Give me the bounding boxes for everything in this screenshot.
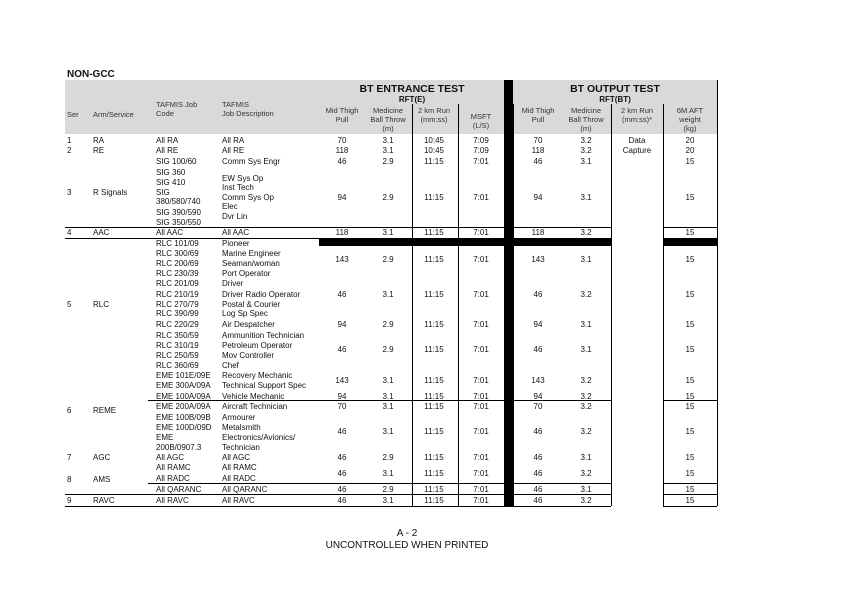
- job-description: Inst Tech: [222, 183, 254, 192]
- output-mid-thigh-pull: 118: [531, 146, 545, 155]
- column-divider: [458, 104, 459, 506]
- job-description: Comm Sys Op: [222, 193, 275, 202]
- serial-number: 4: [67, 228, 72, 237]
- arm-service: RA: [93, 136, 105, 145]
- output-aft-weight: 15: [685, 320, 695, 329]
- job-description: All QARANC: [222, 485, 268, 494]
- column-header-arm: Arm/Service: [93, 110, 134, 119]
- job-code: EME 100A/09A: [156, 392, 211, 401]
- column-divider: [412, 104, 413, 506]
- column-header-o-weight: (kg): [683, 124, 697, 133]
- job-code: RLC 390/99: [156, 309, 199, 318]
- column-header-o-weight: weight: [679, 115, 701, 124]
- entrance-test-title: BT ENTRANCE TEST: [359, 83, 465, 95]
- output-mid-thigh-pull: 94: [533, 392, 543, 401]
- column-header-o-mtp: Mid Thigh: [521, 106, 555, 115]
- job-code: RLC 220/29: [156, 320, 199, 329]
- output-medicine-ball: 3.2: [580, 427, 592, 436]
- output-mid-thigh-pull: 46: [533, 345, 543, 354]
- entrance-mid-thigh-pull: 46: [337, 469, 347, 478]
- entrance-mid-thigh-pull: 143: [335, 376, 349, 385]
- column-divider: [663, 104, 664, 506]
- job-description: Vehicle Mechanic: [222, 392, 285, 401]
- entrance-medicine-ball: 3.1: [382, 496, 394, 505]
- entrance-msft: 7:01: [473, 402, 489, 411]
- output-aft-weight: 15: [685, 255, 695, 264]
- job-code: 380/580/740: [156, 197, 201, 206]
- column-header-o-mbt: (m): [580, 124, 592, 133]
- arm-service: AAC: [93, 228, 110, 237]
- entrance-msft: 7:01: [473, 157, 489, 166]
- job-code: RLC 101/09: [156, 239, 199, 248]
- output-aft-weight: 15: [685, 193, 695, 202]
- job-code: RLC 201/09: [156, 279, 199, 288]
- output-mid-thigh-pull: 94: [533, 193, 543, 202]
- column-header-e-mbt: (m): [382, 124, 394, 133]
- entrance-msft: 7:01: [473, 255, 489, 264]
- entrance-msft: 7:01: [473, 485, 489, 494]
- output-mid-thigh-pull: 46: [533, 485, 543, 494]
- output-test-subtitle: RFT(BT): [599, 95, 631, 104]
- job-description: Electronics/Avionics/: [222, 433, 296, 442]
- column-header-e-mtp: Pull: [335, 115, 349, 124]
- entrance-msft: 7:01: [473, 496, 489, 505]
- column-header-o-mbt: Ball Throw: [568, 115, 604, 124]
- job-code: SIG 390/590: [156, 208, 201, 217]
- output-aft-weight: 15: [685, 376, 695, 385]
- job-description: Chef: [222, 361, 239, 370]
- column-divider: [611, 104, 612, 506]
- job-code: 200B/0907.3: [156, 443, 202, 452]
- job-description: Mov Controller: [222, 351, 275, 360]
- entrance-medicine-ball: 2.9: [382, 157, 394, 166]
- job-code: EME: [156, 433, 174, 442]
- output-medicine-ball: 3.2: [580, 136, 592, 145]
- job-code: SIG 410: [156, 178, 186, 187]
- job-description: Pioneer: [222, 239, 250, 248]
- entrance-2km-run: 11:15: [424, 427, 444, 436]
- column-header-code: TAFMIS Job: [156, 100, 198, 109]
- job-description: Ammunition Technician: [222, 331, 305, 340]
- output-medicine-ball: 3.1: [580, 453, 592, 462]
- entrance-msft: 7:01: [473, 228, 489, 237]
- output-medicine-ball: 3.1: [580, 193, 592, 202]
- output-aft-weight: 15: [685, 485, 695, 494]
- entrance-mid-thigh-pull: 46: [337, 157, 347, 166]
- job-code: RLC 300/69: [156, 249, 199, 258]
- serial-number: 7: [67, 453, 72, 462]
- job-description: Postal & Courier: [222, 300, 281, 309]
- job-code: EME 101E/09E: [156, 371, 211, 380]
- job-description: All AAC: [222, 228, 250, 237]
- output-mid-thigh-pull: 46: [533, 496, 543, 505]
- job-description: All RAMC: [222, 463, 257, 472]
- entrance-2km-run: 11:15: [424, 496, 444, 505]
- entrance-mid-thigh-pull: 118: [335, 228, 349, 237]
- arm-service: AMS: [93, 475, 111, 484]
- section-separator-bar: [504, 80, 513, 506]
- entrance-2km-run: 11:15: [424, 485, 444, 494]
- entrance-msft: 7:01: [473, 469, 489, 478]
- entrance-msft: 7:01: [473, 453, 489, 462]
- job-description: Air Despatcher: [222, 320, 275, 329]
- output-medicine-ball: 3.1: [580, 320, 592, 329]
- column-header-o-mbt: Medicine: [570, 106, 602, 115]
- column-header-o-run: (mm:ss)*: [622, 115, 652, 124]
- job-description: Seaman/woman: [222, 259, 280, 268]
- entrance-mid-thigh-pull: 94: [337, 193, 347, 202]
- arm-service: RLC: [93, 300, 110, 309]
- job-description: EW Sys Op: [222, 174, 264, 183]
- output-medicine-ball: 3.2: [580, 392, 592, 401]
- job-code: All QARANC: [156, 485, 202, 494]
- job-code: SIG: [156, 188, 170, 197]
- output-mid-thigh-pull: 94: [533, 320, 543, 329]
- job-code: RLC 230/39: [156, 269, 199, 278]
- entrance-medicine-ball: 3.1: [382, 376, 394, 385]
- entrance-msft: 7:01: [473, 290, 489, 299]
- output-aft-weight: 15: [685, 469, 695, 478]
- output-medicine-ball: 3.2: [580, 376, 592, 385]
- arm-service: RAVC: [93, 496, 115, 505]
- output-mid-thigh-pull: 46: [533, 427, 543, 436]
- entrance-msft: 7:01: [473, 376, 489, 385]
- entrance-medicine-ball: 3.1: [382, 427, 394, 436]
- job-description: Aircraft Technician: [222, 402, 288, 411]
- job-code: SIG 100/60: [156, 157, 197, 166]
- entrance-msft: 7:01: [473, 345, 489, 354]
- entrance-medicine-ball: 3.1: [382, 469, 394, 478]
- job-description: All RE: [222, 146, 245, 155]
- entrance-2km-run: 11:15: [424, 469, 444, 478]
- output-mid-thigh-pull: 70: [533, 136, 543, 145]
- output-aft-weight: 20: [685, 136, 695, 145]
- job-code: All RADC: [156, 474, 190, 483]
- serial-number: 2: [67, 146, 72, 155]
- job-description: Driver Radio Operator: [222, 290, 301, 299]
- black-bar: [319, 238, 611, 246]
- output-mid-thigh-pull: 70: [533, 402, 543, 411]
- job-description: All RA: [222, 136, 245, 145]
- row-divider: [663, 494, 717, 495]
- entrance-msft: 7:01: [473, 320, 489, 329]
- entrance-medicine-ball: 3.1: [382, 228, 394, 237]
- job-code: All RE: [156, 146, 179, 155]
- entrance-2km-run: 11:15: [424, 453, 444, 462]
- entrance-2km-run: 11:15: [424, 376, 444, 385]
- output-medicine-ball: 3.1: [580, 157, 592, 166]
- job-description: Marine Engineer: [222, 249, 281, 258]
- output-medicine-ball: 3.2: [580, 290, 592, 299]
- entrance-2km-run: 11:15: [424, 157, 444, 166]
- output-aft-weight: 15: [685, 392, 695, 401]
- output-aft-weight: 20: [685, 146, 695, 155]
- entrance-mid-thigh-pull: 46: [337, 427, 347, 436]
- job-code: All RAMC: [156, 463, 191, 472]
- job-code: SIG 350/550: [156, 218, 201, 227]
- column-header-code: Code: [156, 109, 174, 118]
- arm-service: AGC: [93, 453, 111, 462]
- job-description: Petroleum Operator: [222, 341, 293, 350]
- output-medicine-ball: 3.2: [580, 469, 592, 478]
- arm-service: RE: [93, 146, 105, 155]
- entrance-medicine-ball: 3.1: [382, 136, 394, 145]
- column-header-e-run: (mm:ss): [420, 115, 448, 124]
- entrance-medicine-ball: 2.9: [382, 485, 394, 494]
- job-description: Technician: [222, 443, 260, 452]
- output-mid-thigh-pull: 46: [533, 469, 543, 478]
- job-code: All AAC: [156, 228, 184, 237]
- job-code: EME 100B/09B: [156, 413, 211, 422]
- column-header-e-mbt: Medicine: [372, 106, 404, 115]
- job-description: Recovery Mechanic: [222, 371, 293, 380]
- output-medicine-ball: 3.2: [580, 402, 592, 411]
- column-header-e-msft: MSFT: [470, 112, 492, 121]
- entrance-mid-thigh-pull: 70: [337, 136, 347, 145]
- entrance-msft: 7:01: [473, 392, 489, 401]
- output-medicine-ball: 3.1: [580, 485, 592, 494]
- job-description: Driver: [222, 279, 244, 288]
- entrance-test-subtitle: RFT(E): [398, 95, 426, 104]
- entrance-2km-run: 11:15: [424, 320, 444, 329]
- row-divider: [65, 494, 611, 495]
- entrance-2km-run: 11:15: [424, 290, 444, 299]
- output-medicine-ball: 3.1: [580, 255, 592, 264]
- entrance-medicine-ball: 2.9: [382, 193, 394, 202]
- job-code: RLC 350/59: [156, 331, 199, 340]
- entrance-mid-thigh-pull: 94: [337, 392, 347, 401]
- row-divider: [663, 506, 717, 507]
- job-code: All RA: [156, 136, 179, 145]
- arm-service: REME: [93, 406, 117, 415]
- job-code: EME 200A/09A: [156, 402, 211, 411]
- entrance-medicine-ball: 2.9: [382, 345, 394, 354]
- job-description: Dvr Lin: [222, 212, 248, 221]
- output-test-title: BT OUTPUT TEST: [570, 83, 660, 95]
- serial-number: 8: [67, 475, 72, 484]
- output-mid-thigh-pull: 118: [531, 228, 545, 237]
- entrance-msft: 7:09: [473, 136, 489, 145]
- output-aft-weight: 15: [685, 496, 695, 505]
- output-medicine-ball: 3.2: [580, 146, 592, 155]
- column-header-e-msft: (L/S): [472, 121, 490, 130]
- section-title: NON-GCC: [67, 69, 115, 80]
- column-header-ser: Ser: [67, 110, 79, 119]
- output-run-note: Capture: [622, 146, 652, 155]
- uncontrolled-notice: UNCONTROLLED WHEN PRINTED: [325, 540, 489, 551]
- job-code: All RAVC: [156, 496, 189, 505]
- entrance-medicine-ball: 3.1: [382, 392, 394, 401]
- entrance-medicine-ball: 2.9: [382, 320, 394, 329]
- entrance-mid-thigh-pull: 46: [337, 485, 347, 494]
- job-code: RLC 200/69: [156, 259, 199, 268]
- serial-number: 9: [67, 496, 72, 505]
- page-number: A - 2: [396, 528, 418, 539]
- entrance-2km-run: 11:15: [424, 392, 444, 401]
- column-header-e-mbt: Ball Throw: [370, 115, 406, 124]
- column-divider: [717, 104, 718, 506]
- job-description: All AGC: [222, 453, 251, 462]
- entrance-mid-thigh-pull: 70: [337, 402, 347, 411]
- job-code: EME 300A/09A: [156, 381, 211, 390]
- job-code: RLC 360/69: [156, 361, 199, 370]
- output-aft-weight: 15: [685, 345, 695, 354]
- entrance-medicine-ball: 3.1: [382, 290, 394, 299]
- entrance-2km-run: 11:15: [424, 402, 444, 411]
- entrance-2km-run: 11:15: [424, 255, 444, 264]
- job-description: Technical Support Spec: [222, 381, 307, 390]
- output-medicine-ball: 3.2: [580, 228, 592, 237]
- job-description: Comm Sys Engr: [222, 157, 281, 166]
- output-mid-thigh-pull: 143: [531, 376, 545, 385]
- entrance-2km-run: 10:45: [423, 136, 445, 145]
- serial-number: 5: [67, 300, 72, 309]
- entrance-mid-thigh-pull: 143: [335, 255, 349, 264]
- entrance-msft: 7:01: [473, 427, 489, 436]
- entrance-2km-run: 11:15: [424, 345, 444, 354]
- output-aft-weight: 15: [685, 157, 695, 166]
- job-description: Armourer: [222, 413, 256, 422]
- output-aft-weight: 15: [685, 402, 695, 411]
- entrance-2km-run: 10:45: [423, 146, 445, 155]
- output-aft-weight: 15: [685, 453, 695, 462]
- serial-number: 3: [67, 188, 72, 197]
- output-aft-weight: 15: [685, 290, 695, 299]
- output-medicine-ball: 3.1: [580, 345, 592, 354]
- job-code: RLC 210/19: [156, 290, 199, 299]
- entrance-mid-thigh-pull: 46: [337, 290, 347, 299]
- entrance-medicine-ball: 2.9: [382, 453, 394, 462]
- job-code: All AGC: [156, 453, 185, 462]
- entrance-medicine-ball: 2.9: [382, 255, 394, 264]
- output-mid-thigh-pull: 46: [533, 157, 543, 166]
- column-header-desc: Job Description: [222, 109, 274, 118]
- serial-number: 6: [67, 406, 72, 415]
- row-divider: [65, 506, 611, 507]
- entrance-medicine-ball: 3.1: [382, 146, 394, 155]
- job-description: Elec: [222, 202, 238, 211]
- entrance-2km-run: 11:15: [424, 193, 444, 202]
- entrance-msft: 7:09: [473, 146, 489, 155]
- job-description: All RADC: [222, 474, 256, 483]
- output-mid-thigh-pull: 46: [533, 453, 543, 462]
- serial-number: 1: [67, 136, 72, 145]
- job-description: All RAVC: [222, 496, 255, 505]
- job-code: EME 100D/09D: [156, 423, 212, 432]
- entrance-msft: 7:01: [473, 193, 489, 202]
- job-code: RLC 250/59: [156, 351, 199, 360]
- column-header-e-run: 2 km Run: [417, 106, 451, 115]
- black-bar: [663, 238, 717, 246]
- entrance-mid-thigh-pull: 46: [337, 453, 347, 462]
- entrance-mid-thigh-pull: 46: [337, 496, 347, 505]
- column-header-o-mtp: Pull: [531, 115, 545, 124]
- entrance-mid-thigh-pull: 46: [337, 345, 347, 354]
- output-aft-weight: 15: [685, 228, 695, 237]
- column-divider: [717, 80, 718, 106]
- entrance-mid-thigh-pull: 118: [335, 146, 349, 155]
- output-aft-weight: 15: [685, 427, 695, 436]
- entrance-mid-thigh-pull: 94: [337, 320, 347, 329]
- job-code: RLC 270/79: [156, 300, 199, 309]
- job-description: Port Operator: [222, 269, 271, 278]
- column-header-o-run: 2 km Run: [620, 106, 654, 115]
- column-header-desc: TAFMIS: [222, 100, 249, 109]
- output-medicine-ball: 3.2: [580, 496, 592, 505]
- output-mid-thigh-pull: 143: [531, 255, 545, 264]
- column-header-o-weight: 6M AFT: [676, 106, 704, 115]
- row-divider: [663, 483, 717, 484]
- job-code: SIG 360: [156, 168, 186, 177]
- job-description: Metalsmith: [222, 423, 261, 432]
- job-code: RLC 310/19: [156, 341, 199, 350]
- row-divider: [148, 483, 611, 484]
- entrance-medicine-ball: 3.1: [382, 402, 394, 411]
- job-description: Log Sp Spec: [222, 309, 268, 318]
- output-run-note: Data: [628, 136, 646, 145]
- column-header-e-mtp: Mid Thigh: [325, 106, 359, 115]
- output-mid-thigh-pull: 46: [533, 290, 543, 299]
- entrance-2km-run: 11:15: [424, 228, 444, 237]
- column-divider: [513, 104, 514, 506]
- arm-service: R Signals: [93, 188, 128, 197]
